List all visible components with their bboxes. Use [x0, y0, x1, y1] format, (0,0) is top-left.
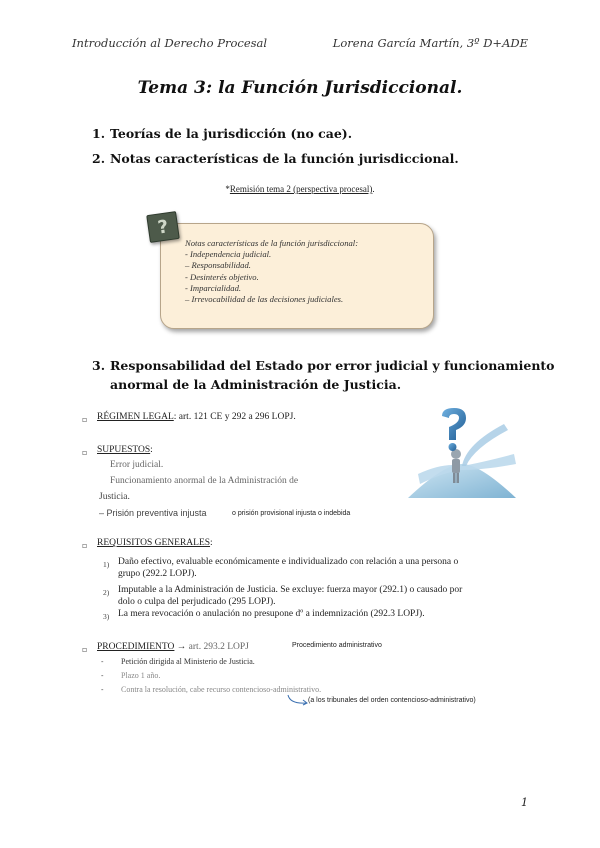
notes-line: – Irrevocabilidad de las decisiones judiciales. — [185, 294, 344, 305]
header-right: Lorena García Martín, 3º D+ADE — [332, 36, 528, 50]
square-bullet-icon: ▫ — [82, 448, 88, 457]
section-3-number: 3. — [92, 358, 106, 373]
procedimiento-handwritten-note: Procedimiento administrativo — [292, 642, 382, 649]
dash-bullet-icon: - — [101, 672, 104, 680]
square-bullet-icon: ▫ — [82, 645, 88, 654]
notes-callout-box — [160, 223, 434, 329]
supuestos-suffix: : — [150, 445, 153, 455]
requisito-line: grupo (292.2 LOPJ). — [118, 569, 197, 579]
section-2-heading — [92, 149, 459, 168]
handwritten-arrow-icon — [286, 694, 310, 708]
requisitos-label: REQUISITOS GENERALES — [97, 538, 211, 548]
procedimiento-text: art. 293.2 LOPJ — [188, 642, 249, 652]
question-person-illustration — [404, 404, 520, 500]
procedimiento-item: Contra la resolución, cabe recurso contencioso-administrativo. — [121, 685, 322, 694]
requisito-item — [118, 556, 528, 580]
requisito-number: 2) — [103, 588, 110, 597]
regimen-text: : art. 121 CE y 292 a 296 LOPJ. — [173, 412, 296, 422]
requisitos-suffix: : — [210, 538, 213, 548]
remision-suffix: . — [372, 184, 375, 194]
requisito-line: Daño efectivo, evaluable económicamente e individualizado con relación a una persona o — [118, 557, 459, 567]
supuestos-heading — [97, 445, 153, 455]
question-mark-icon: ? — [146, 211, 180, 243]
section-2-text: Notas características de la función jurisdiccional. — [110, 151, 459, 166]
section-1-number: 1. — [92, 126, 106, 141]
remision-text: Remisión tema 2 (perspectiva procesal) — [229, 184, 373, 194]
supuestos-label: SUPUESTOS — [97, 445, 151, 455]
requisito-number: 3) — [103, 612, 110, 621]
requisito-line: Imputable a la Administración de Justicia. Se excluye: fuerza mayor (292.1) o causado por — [118, 585, 463, 595]
section-3-text-line2: anormal de la Administración de Justicia. — [110, 377, 402, 392]
notes-line: - Independencia judicial. — [185, 249, 272, 260]
notes-line: – Responsabilidad. — [185, 260, 251, 271]
procedimiento-label: PROCEDIMIENTO — [97, 642, 175, 652]
notes-list — [185, 238, 358, 305]
procedimiento-item: Plazo 1 año. — [121, 671, 161, 680]
notes-line: - Imparcialidad. — [185, 282, 242, 293]
regimen-legal — [97, 412, 296, 422]
section-2-number: 2. — [92, 151, 106, 166]
section-3-heading — [92, 356, 555, 394]
procedimiento-handwritten-note-2: (a los tribunales del orden contencioso-administrativo) — [308, 697, 476, 704]
supuesto-item: Error judicial. — [110, 460, 164, 470]
remision-note — [0, 184, 600, 194]
requisito-line: dolo o culpa del perjudicado (295 LOPJ). — [118, 597, 276, 607]
notes-line: - Desinterés objetivo. — [185, 271, 259, 282]
header-left: Introducción al Derecho Procesal — [72, 36, 268, 50]
procedimiento-item: Petición dirigida al Ministerio de Justicia. — [121, 657, 255, 666]
supuesto-item: – Prisión preventiva injusta — [99, 508, 207, 518]
notes-line: Notas características de la función jurisdiccional: — [185, 238, 359, 248]
procedimiento-heading — [97, 642, 249, 652]
dash-bullet-icon: - — [101, 686, 104, 694]
regimen-label: RÉGIMEN LEGAL — [97, 412, 174, 422]
requisito-line: La mera revocación o anulación no presupone dº a indemnización (292.3 LOPJ). — [118, 609, 425, 619]
requisito-number: 1) — [103, 560, 110, 569]
section-3-text-line1: Responsabilidad del Estado por error judicial y funcionamiento — [110, 358, 555, 373]
requisito-item — [118, 584, 528, 608]
section-1-heading — [92, 124, 352, 143]
supuesto-item: Funcionamiento anormal de la Administración de — [110, 476, 299, 486]
section-1-text: Teorías de la jurisdicción (no cae). — [110, 126, 353, 141]
document-title: Tema 3: la Función Jurisdiccional. — [137, 78, 463, 98]
page-number: 1 — [521, 796, 528, 809]
requisitos-heading — [97, 538, 213, 548]
arrow-right-icon: → — [176, 642, 187, 652]
supuestos-handwritten-note: o prisión provisional injusta o indebida — [232, 510, 351, 517]
dash-bullet-icon: - — [101, 658, 104, 666]
square-bullet-icon: ▫ — [82, 541, 88, 550]
square-bullet-icon: ▫ — [82, 415, 88, 424]
remision-prefix: * — [225, 184, 230, 194]
requisito-item — [118, 608, 528, 620]
supuesto-item: Justicia. — [99, 492, 130, 502]
